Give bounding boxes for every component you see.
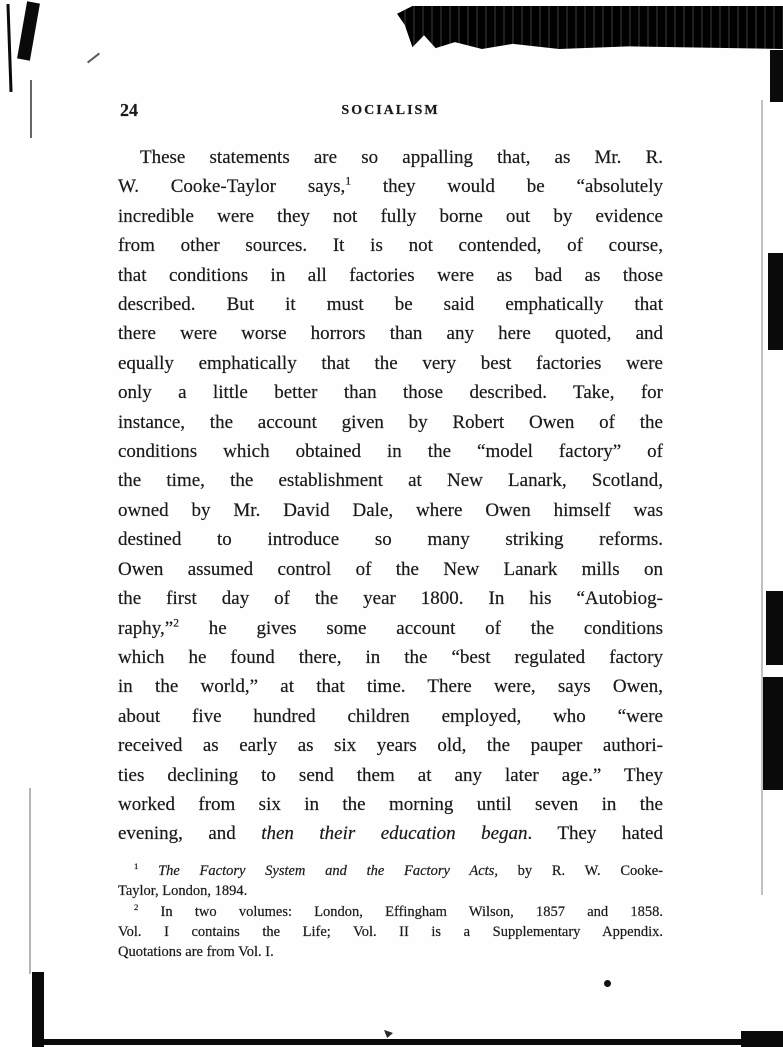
text-segment: ties declining to send them at any later age.” They [118, 764, 663, 786]
text-line [118, 349, 663, 378]
text-segment: evening, and [118, 823, 262, 845]
page-number: 24 [120, 100, 138, 120]
text-line [118, 672, 663, 701]
text-line [118, 790, 663, 819]
text-segment: in the world,” at that time. There were, says Owen, [118, 676, 663, 698]
text-line [118, 881, 663, 901]
page-header [118, 100, 663, 143]
text-segment: worked from six in the morning until seven in the [118, 793, 663, 815]
text-line [118, 143, 663, 172]
text-segment: conditions which obtained in the “model factory” of [118, 441, 663, 463]
text-segment: incredible were they not fully borne out by evidence [118, 205, 663, 227]
text-segment: that conditions in all factories were as bad as those [118, 264, 663, 286]
italic-text: then their education began [261, 823, 528, 845]
text-line [118, 378, 663, 407]
text-line [118, 702, 663, 731]
text-segment: the time, the establishment at New Lanark, Scotland, [118, 470, 663, 492]
text-line [118, 861, 663, 881]
text-line [118, 408, 663, 437]
running-head: SOCIALISM [341, 103, 440, 118]
scan-artifact-top-left-mark [6, 4, 12, 92]
text-line [118, 261, 663, 290]
text-segment: only a little better than those described. Take, for [118, 382, 663, 404]
body-text [118, 143, 663, 849]
text-line [118, 922, 663, 942]
text-segment: instance, the account given by Robert Owen of the [118, 411, 663, 433]
scan-artifact-right-line [761, 100, 763, 895]
text-segment: from other sources. It is not contended, of course, [118, 235, 663, 257]
italic-text: The Factory System and the Factory Acts, [158, 862, 498, 879]
scan-artifact-right-bar [768, 253, 783, 350]
scan-artifact-top-right-band [397, 6, 783, 49]
text-line [118, 525, 663, 554]
text-line [118, 643, 663, 672]
scan-artifact-right-bar [763, 677, 783, 790]
text-segment: . They hated [527, 823, 663, 845]
text-segment: Taylor, London, 1894. [118, 883, 248, 900]
ink-dot [604, 980, 611, 987]
footnote-marker: 2 [173, 617, 179, 630]
text-line [118, 496, 663, 525]
footnote-marker: 1 [134, 860, 139, 871]
text-line [118, 555, 663, 584]
scan-artifact-slash-mark [87, 53, 100, 64]
text-segment: there were worse horrors than any here quoted, and [118, 323, 663, 345]
scan-artifact-top-left-mark [17, 1, 40, 60]
text-line [118, 731, 663, 760]
text-line [118, 437, 663, 466]
text-segment: he gives some account of the conditions [178, 617, 663, 639]
text-line [118, 614, 663, 643]
text-line [118, 319, 663, 348]
text-segment: equally emphatically that the very best factories were [118, 352, 663, 374]
text-line [118, 202, 663, 231]
page-content [118, 100, 663, 963]
text-line [118, 466, 663, 495]
text-segment: about five hundred children employed, who “were [118, 705, 663, 727]
text-line [118, 761, 663, 790]
scan-artifact-left-line [30, 80, 32, 138]
scan-artifact-left-line [29, 788, 31, 974]
text-segment: which he found there, in the “best regulated factory [118, 646, 663, 668]
text-segment: These statements are so appalling that, as Mr. R. [140, 147, 663, 168]
scan-artifact-bottom-left-bar [32, 972, 44, 1047]
text-segment: destined to introduce so many striking reforms. [118, 529, 663, 551]
text-segment: raphy,” [118, 617, 174, 639]
text-segment: they would be “absolutely [351, 176, 663, 198]
text-segment [138, 863, 158, 879]
text-segment: the first day of the year 1800. In his “Autobiog- [118, 588, 663, 610]
text-segment: described. But it must be said emphatically that [118, 294, 663, 316]
text-segment: In two volumes: London, Effingham Wilson, 1857 and 1858. [138, 903, 663, 920]
footnote-marker: 1 [345, 176, 352, 189]
text-segment: received as early as six years old, the pauper authori- [118, 735, 663, 757]
text-segment: Quotations are from Vol. I. [118, 944, 274, 961]
footnote-marker: 2 [134, 901, 139, 912]
scan-artifact-bottom-right-corner [741, 1031, 783, 1047]
text-line [118, 902, 663, 922]
text-line [118, 172, 663, 201]
text-line [118, 584, 663, 613]
scan-artifact-bottom-line [38, 1039, 783, 1045]
text-line [118, 290, 663, 319]
scan-artifact-right-bar [770, 50, 783, 102]
text-line [118, 819, 663, 848]
text-segment: Owen assumed control of the New Lanark mills on [118, 558, 663, 580]
text-line [118, 942, 663, 962]
scan-artifact-right-bar [766, 591, 783, 665]
text-segment: Vol. I contains the Life; Vol. II is a Supplementary Appendix. [118, 923, 663, 940]
text-segment: W. Cooke-Taylor says, [118, 176, 346, 198]
footnotes-block [118, 861, 663, 963]
scan-artifact-bottom-center-mark [384, 1029, 393, 1038]
text-line [118, 231, 663, 260]
text-segment: by R. W. Cooke- [497, 862, 664, 879]
text-segment: owned by Mr. David Dale, where Owen himself was [118, 499, 663, 521]
